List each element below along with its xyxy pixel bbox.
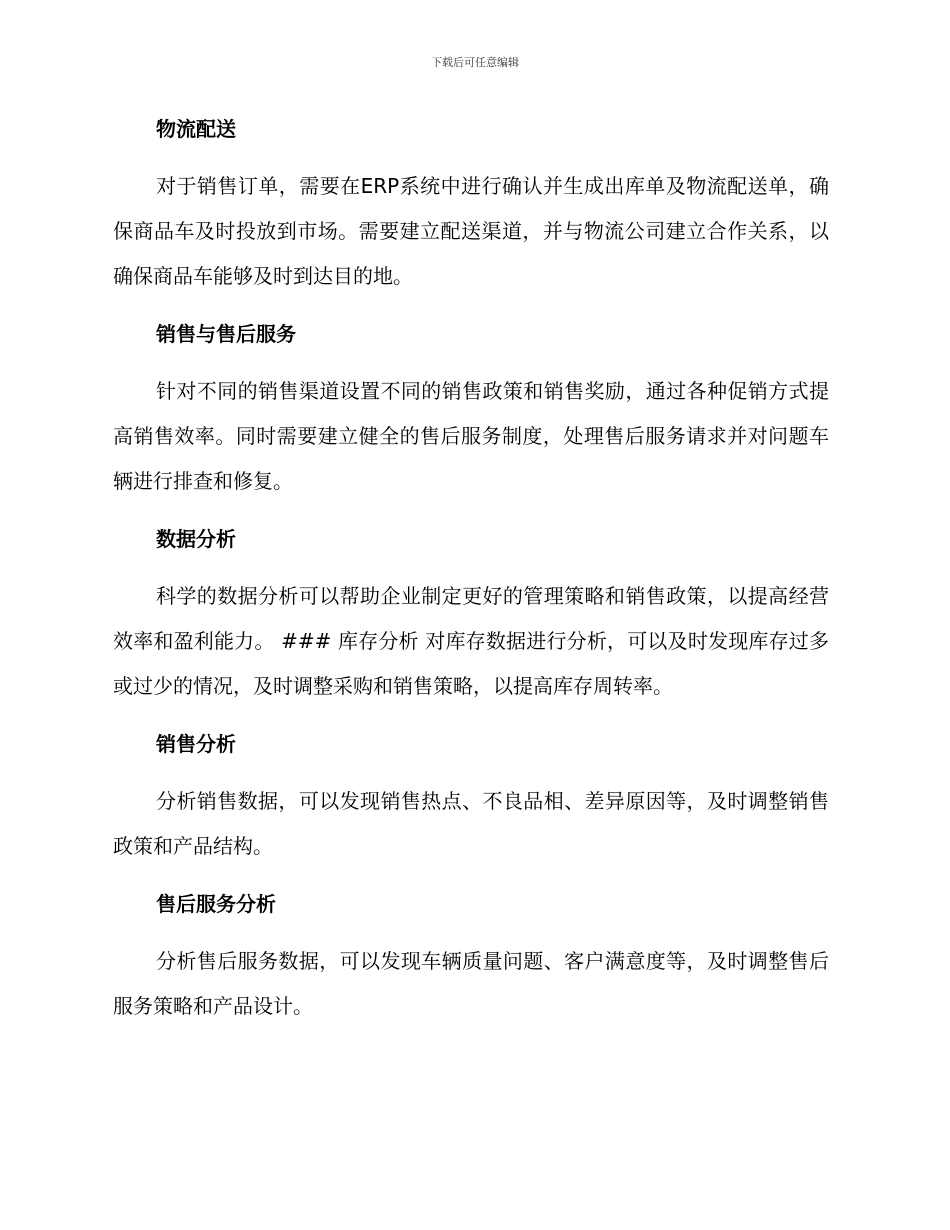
section-sales-service xyxy=(113,311,829,504)
section-heading: 销售与售后服务 xyxy=(156,322,296,346)
section-sales-analysis xyxy=(113,721,829,869)
section-heading: 销售分析 xyxy=(156,732,236,756)
section-data-analysis xyxy=(113,516,829,709)
document-body xyxy=(113,106,829,1041)
section-paragraph: 分析售后服务数据，可以发现车辆质量问题、客户满意度等，及时调整售后服务策略和产品设计。 xyxy=(113,949,829,1018)
section-paragraph: 科学的数据分析可以帮助企业制定更好的管理策略和销售政策，以提高经营效率和盈利能力。 ### 库存分析 对库存数据进行分析，可以及时发现库存过多或过少的情况，及时调整采购和销售策略，以提高库存周转率。 xyxy=(113,584,829,698)
section-heading: 数据分析 xyxy=(156,527,236,551)
section-heading: 物流配送 xyxy=(156,117,236,141)
section-logistics xyxy=(113,106,829,299)
section-paragraph: 分析销售数据，可以发现销售热点、不良品相、差异原因等，及时调整销售政策和产品结构。 xyxy=(113,789,829,858)
section-heading: 售后服务分析 xyxy=(156,892,276,916)
section-after-sales-analysis xyxy=(113,881,829,1029)
page-header: 下载后可任意编辑 xyxy=(431,56,519,69)
section-paragraph: 针对不同的销售渠道设置不同的销售政策和销售奖励，通过各种促销方式提高销售效率。同时需要建立健全的售后服务制度，处理售后服务请求并对问题车辆进行排查和修复。 xyxy=(113,379,829,493)
section-paragraph: 对于销售订单，需要在ERP系统中进行确认并生成出库单及物流配送单，确保商品车及时投放到市场。需要建立配送渠道，并与物流公司建立合作关系，以确保商品车能够及时到达目的地。 xyxy=(113,174,829,288)
